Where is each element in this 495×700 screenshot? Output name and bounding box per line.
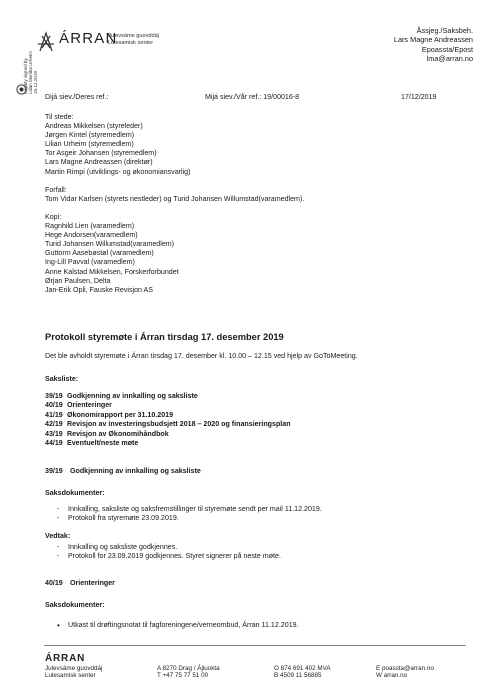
list-item: - Innkalling og saksliste godkjennes. [57, 543, 178, 551]
absent-section [45, 186, 304, 204]
signature-line: Lagalty signed by [23, 58, 28, 94]
list-item: Ørjan Paulsen, Delta [45, 276, 111, 285]
agenda-item [45, 420, 445, 429]
case-title: Orienteringer [70, 579, 115, 587]
copy-heading: Kopi: [45, 213, 62, 221]
footer-divider [44, 645, 466, 646]
agenda-item [45, 401, 445, 410]
sender-email-label: Epoassta/Epost [421, 44, 473, 54]
agenda-title: Godkjenning av innkalling og saksliste [67, 392, 198, 400]
list-item: Guttorm Aasebøstøl (varamedlem) [45, 249, 154, 258]
case-number: 39/19 [45, 467, 63, 475]
case-39-documents [45, 505, 465, 523]
logo-subtitle-norwegian: Lulesamisk senter [108, 40, 154, 46]
footer-bank-account: B 4509 11 56885 [274, 672, 322, 680]
list-item: Lilian Urheim (styremedlem) [45, 140, 134, 149]
case-40-documents [45, 621, 465, 630]
footer-logo: ÁRRAN [45, 653, 86, 664]
agenda-title: Revisjon av Økonomihåndbok [67, 429, 169, 438]
copy-section [45, 213, 179, 295]
agenda-number: 40/19 [45, 401, 63, 410]
agenda-item [45, 439, 445, 448]
attendees-heading: Til stede: [45, 113, 74, 121]
case-39-heading [45, 467, 445, 476]
list-item: Martin Rimpi (utviklings- og økonomiansvarlig) [45, 167, 191, 176]
list-item: Jørgen Kintel (styremedlem) [45, 131, 135, 140]
list-item: - Protokoll for 23.09.2019 godkjennes. Styret signerer på neste møte. [57, 552, 281, 561]
absent-text: Tom Vidar Karlsen (styrets nestleder) og Turid Johansen Willumstad(varamedlem). [45, 195, 305, 204]
agenda-item [45, 411, 445, 420]
var-ref: Mijá siev./Vår ref.: 19/00016-8 [205, 93, 300, 101]
footer-contact [376, 665, 434, 680]
case-39-decision-heading: Vedtak: [45, 532, 71, 540]
footer-address [157, 665, 220, 680]
sender-block [273, 26, 473, 63]
agenda-number: 39/19 [45, 392, 63, 400]
agenda-number: 41/19 [45, 410, 63, 419]
list-item: Turid Johansen Willumstad(varamedlem) [45, 240, 175, 249]
case-title: Godkjenning av innkalling og saksliste [70, 467, 201, 475]
list-item: Tor Asgeir Johansen (styremedlem) [45, 149, 157, 158]
case-39-decision [45, 543, 465, 561]
list-item: Ing-Lill Pavval (varamedlem) [45, 258, 135, 267]
agenda-item [45, 430, 445, 439]
footer-phone: T +47 75 77 51 00 [157, 672, 209, 680]
list-item: Hege Andorsen(varamedlem) [45, 231, 138, 240]
footer-subtitle-sami: Julevsáme guovddáj [45, 665, 103, 672]
logo-name: ÁRRAN [59, 30, 118, 47]
list-item: - Protokoll fra styremøte 23.09.2019. [57, 514, 179, 523]
attendees-section [45, 113, 190, 177]
agenda-number: 42/19 [45, 420, 63, 429]
signature-line: 19.12.2019 [33, 71, 38, 94]
list-item: Andreas Mikkelsen (styreleder) [45, 122, 143, 131]
footer-email[interactable]: E poassta@arran.no [376, 665, 434, 672]
agenda-number: 43/19 [45, 429, 63, 438]
arran-logo-icon [36, 30, 56, 54]
signature-seal-icon [16, 84, 27, 95]
case-39-documents-heading: Saksdokumenter: [45, 489, 105, 497]
logo-subtitle-sami: Julevsáme guovddáj [108, 33, 159, 39]
footer-website[interactable]: W arran.no [376, 672, 408, 680]
list-item: • Utkast til drøftingsnotat til fagforeningene/verneombud, Árran 11.12.2019. [45, 621, 465, 630]
agenda-item [45, 392, 445, 401]
intro-text: Det ble avholdt styremøte i Árran tirsdag 17. desember kl. 10.00 – 12.15 ved hjelp av GoToMeeting. [45, 352, 358, 360]
agenda-list [45, 392, 445, 448]
absent-heading: Forfall: [45, 186, 67, 194]
page-title: Protokoll styremøte i Árran tirsdag 17. desember 2019 [45, 332, 284, 342]
signature-line: Lilian Monika Urheim [28, 51, 33, 94]
bullet-icon: • [57, 621, 60, 630]
case-40-documents-heading: Saksdokumenter: [45, 601, 105, 609]
footer-subtitle-norwegian: Lulesamisk senter [45, 672, 96, 679]
list-item: Ragnhild Lien (varamedlem) [45, 222, 135, 231]
case-40-heading [45, 579, 445, 588]
list-item: Lars Magne Andreassen (direktør) [45, 158, 153, 167]
agenda-title: Eventuelt/neste møte [67, 438, 139, 447]
deres-ref: Dijá siev./Deres ref.: [45, 93, 109, 101]
sender-email[interactable]: lma@arran.no [426, 53, 473, 63]
footer-org-number: O 874 691 402 MVA [274, 665, 331, 672]
sender-role: Åssjeg./Saksbeh. [416, 26, 473, 35]
list-item: - Innkalling, saksliste og saksfremstillinger til styremøte sendt per mail 11.12.2019. [57, 505, 322, 513]
agenda-title: Revisjon av investeringsbudsjett 2018 – 2020 og finansieringsplan [67, 420, 291, 429]
agenda-title: Orienteringer [67, 401, 112, 410]
agenda-title: Økonomirapport per 31.10.2019 [67, 410, 174, 419]
agenda-number: 44/19 [45, 438, 63, 447]
document-date: 17/12/2019 [401, 93, 437, 101]
sender-name: Lars Magne Andreassen [393, 35, 473, 45]
footer-org [274, 665, 331, 680]
footer-address-line: A 8270 Drag / Ájluokta [157, 665, 220, 672]
list-item: Jan-Erik Opli, Fauske Revisjon AS [45, 285, 154, 294]
case-number: 40/19 [45, 579, 63, 587]
agenda-heading: Saksliste: [45, 375, 79, 383]
list-item: Anne Kalstad Mikkelsen, Forskerforbundet [45, 267, 179, 276]
